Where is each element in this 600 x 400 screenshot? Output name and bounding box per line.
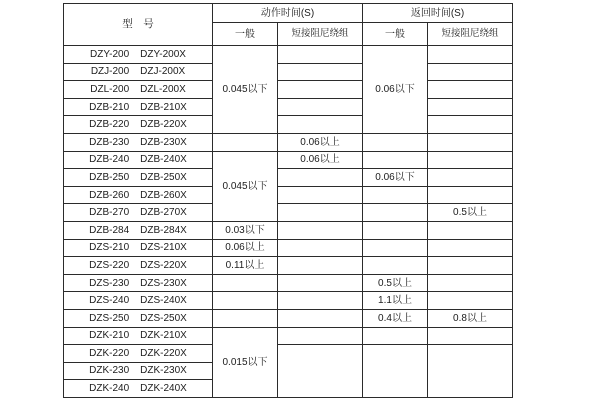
model-name: DZB-240 bbox=[89, 154, 130, 166]
table-row bbox=[64, 169, 513, 187]
model-cell bbox=[64, 257, 213, 275]
header-return-time: 返回时间(S) bbox=[363, 4, 513, 23]
action-general-value: 0.03以下 bbox=[213, 221, 278, 239]
table-row bbox=[64, 46, 513, 64]
model-name-x: DZJ-200X bbox=[140, 66, 186, 78]
model-name-x: DZK-210X bbox=[140, 330, 187, 342]
return-damping-empty bbox=[428, 151, 513, 169]
model-cell bbox=[64, 63, 213, 81]
model-name-x: DZS-210X bbox=[140, 242, 187, 254]
model-cell bbox=[64, 239, 213, 257]
model-cell bbox=[64, 221, 213, 239]
action-damping-value: 0.06以上 bbox=[278, 133, 363, 151]
model-name: DZK-230 bbox=[89, 365, 130, 377]
model-name-x: DZB-284X bbox=[140, 224, 187, 236]
model-name-x: DZL-200X bbox=[140, 83, 186, 95]
return-damping-empty bbox=[428, 221, 513, 239]
return-damping-empty bbox=[428, 116, 513, 134]
model-name-x: DZS-240X bbox=[140, 295, 187, 307]
model-cell bbox=[64, 186, 213, 204]
model-name: DZB-220 bbox=[89, 119, 130, 131]
model-name: DZB-250 bbox=[89, 171, 130, 183]
return-general-empty bbox=[363, 345, 428, 398]
model-name: DZS-230 bbox=[89, 277, 130, 289]
action-damping-empty bbox=[278, 274, 363, 292]
header-action-general: 一般 bbox=[213, 23, 278, 46]
model-name-x: DZB-230X bbox=[140, 136, 187, 148]
action-damping-empty bbox=[278, 239, 363, 257]
table-row bbox=[64, 81, 513, 99]
return-damping-empty bbox=[428, 327, 513, 345]
action-damping-empty bbox=[278, 116, 363, 134]
model-name-x: DZB-210X bbox=[140, 101, 187, 113]
table-row bbox=[64, 221, 513, 239]
action-general-value: 0.06以上 bbox=[213, 239, 278, 257]
model-cell bbox=[64, 169, 213, 187]
table-row bbox=[64, 292, 513, 310]
model-name-x: DZB-260X bbox=[140, 189, 187, 201]
model-cell bbox=[64, 133, 213, 151]
model-name: DZS-210 bbox=[89, 242, 130, 254]
table-row bbox=[64, 151, 513, 169]
action-damping-empty bbox=[278, 327, 363, 345]
model-name: DZB-270 bbox=[89, 207, 130, 219]
return-general-value: 0.06以下 bbox=[363, 169, 428, 187]
model-name: DZY-200 bbox=[90, 48, 130, 60]
action-damping-empty bbox=[278, 309, 363, 327]
return-general-empty bbox=[363, 257, 428, 275]
action-general-empty bbox=[213, 292, 278, 310]
table-row bbox=[64, 257, 513, 275]
model-name: DZL-200 bbox=[90, 83, 130, 95]
action-general-value: 0.045以下 bbox=[213, 151, 278, 221]
action-damping-empty bbox=[278, 98, 363, 116]
action-damping-empty bbox=[278, 221, 363, 239]
table-row bbox=[64, 98, 513, 116]
return-general-empty bbox=[363, 327, 428, 345]
table-row bbox=[64, 309, 513, 327]
return-damping-value: 0.5以上 bbox=[428, 204, 513, 222]
return-general-value: 0.06以下 bbox=[363, 46, 428, 134]
return-damping-value: 0.8以上 bbox=[428, 309, 513, 327]
return-damping-empty bbox=[428, 98, 513, 116]
model-cell bbox=[64, 151, 213, 169]
table-row bbox=[64, 133, 513, 151]
action-general-value: 0.045以下 bbox=[213, 46, 278, 134]
action-general-value: 0.015以下 bbox=[213, 327, 278, 397]
return-damping-empty bbox=[428, 274, 513, 292]
return-general-empty bbox=[363, 239, 428, 257]
action-damping-empty bbox=[278, 204, 363, 222]
model-name-x: DZS-220X bbox=[140, 259, 187, 271]
model-name: DZK-240 bbox=[89, 383, 130, 395]
action-general-empty bbox=[213, 274, 278, 292]
return-damping-empty bbox=[428, 292, 513, 310]
table-row bbox=[64, 63, 513, 81]
return-general-empty bbox=[363, 151, 428, 169]
action-general-value: 0.11以上 bbox=[213, 257, 278, 275]
return-damping-empty bbox=[428, 46, 513, 64]
model-name-x: DZY-200X bbox=[140, 48, 186, 60]
model-name-x: DZB-220X bbox=[140, 119, 187, 131]
action-damping-empty bbox=[278, 292, 363, 310]
return-general-empty bbox=[363, 133, 428, 151]
model-cell bbox=[64, 292, 213, 310]
return-damping-empty bbox=[428, 81, 513, 99]
table-row bbox=[64, 204, 513, 222]
model-name: DZJ-200 bbox=[90, 66, 130, 78]
return-damping-empty bbox=[428, 133, 513, 151]
model-cell bbox=[64, 116, 213, 134]
return-general-empty bbox=[363, 186, 428, 204]
return-damping-empty bbox=[428, 257, 513, 275]
table-row bbox=[64, 186, 513, 204]
return-general-value: 0.5以上 bbox=[363, 274, 428, 292]
table-row bbox=[64, 327, 513, 345]
return-damping-empty bbox=[428, 239, 513, 257]
action-damping-empty bbox=[278, 169, 363, 187]
return-general-value: 1.1以上 bbox=[363, 292, 428, 310]
model-name-x: DZB-270X bbox=[140, 207, 187, 219]
action-damping-empty bbox=[278, 186, 363, 204]
action-damping-value: 0.06以上 bbox=[278, 151, 363, 169]
return-damping-empty bbox=[428, 63, 513, 81]
model-name-x: DZB-250X bbox=[140, 171, 187, 183]
table-row bbox=[64, 274, 513, 292]
return-damping-empty bbox=[428, 345, 513, 398]
model-name-x: DZK-230X bbox=[140, 365, 187, 377]
model-name-x: DZK-240X bbox=[140, 383, 187, 395]
model-cell bbox=[64, 46, 213, 64]
return-damping-empty bbox=[428, 169, 513, 187]
model-name: DZS-240 bbox=[89, 295, 130, 307]
model-name-x: DZS-230X bbox=[140, 277, 187, 289]
model-cell bbox=[64, 274, 213, 292]
model-name: DZB-284 bbox=[89, 224, 130, 236]
action-general-empty bbox=[213, 133, 278, 151]
table-row bbox=[64, 116, 513, 134]
model-name-x: DZS-250X bbox=[140, 312, 187, 324]
model-cell bbox=[64, 204, 213, 222]
return-damping-empty bbox=[428, 186, 513, 204]
model-name-x: DZB-240X bbox=[140, 154, 187, 166]
return-general-empty bbox=[363, 204, 428, 222]
model-cell bbox=[64, 327, 213, 345]
action-damping-empty bbox=[278, 63, 363, 81]
action-damping-empty bbox=[278, 345, 363, 398]
model-name: DZB-260 bbox=[89, 189, 130, 201]
header-model: 型 号 bbox=[64, 4, 213, 46]
model-name: DZB-210 bbox=[89, 101, 130, 113]
header-action-damping: 短接阻尼绕组 bbox=[278, 23, 363, 46]
header-return-damping: 短接阻尼绕组 bbox=[428, 23, 513, 46]
action-damping-empty bbox=[278, 81, 363, 99]
header-row-groups bbox=[64, 4, 513, 23]
header-action-time: 动作时间(S) bbox=[213, 4, 363, 23]
model-name: DZS-220 bbox=[89, 259, 130, 271]
model-name-x: DZK-220X bbox=[140, 347, 187, 359]
model-name: DZK-220 bbox=[89, 347, 130, 359]
model-cell bbox=[64, 81, 213, 99]
model-cell bbox=[64, 309, 213, 327]
spec-table bbox=[63, 3, 513, 398]
return-general-value: 0.4以上 bbox=[363, 309, 428, 327]
return-general-empty bbox=[363, 221, 428, 239]
model-name: DZB-230 bbox=[89, 136, 130, 148]
model-name: DZK-210 bbox=[89, 330, 130, 342]
model-cell bbox=[64, 380, 213, 398]
action-damping-empty bbox=[278, 257, 363, 275]
table-row bbox=[64, 239, 513, 257]
table-row bbox=[64, 345, 513, 363]
model-cell bbox=[64, 98, 213, 116]
model-name: DZS-250 bbox=[89, 312, 130, 324]
action-general-empty bbox=[213, 309, 278, 327]
header-return-general: 一般 bbox=[363, 23, 428, 46]
action-damping-empty bbox=[278, 46, 363, 64]
model-cell bbox=[64, 362, 213, 380]
model-cell bbox=[64, 345, 213, 363]
